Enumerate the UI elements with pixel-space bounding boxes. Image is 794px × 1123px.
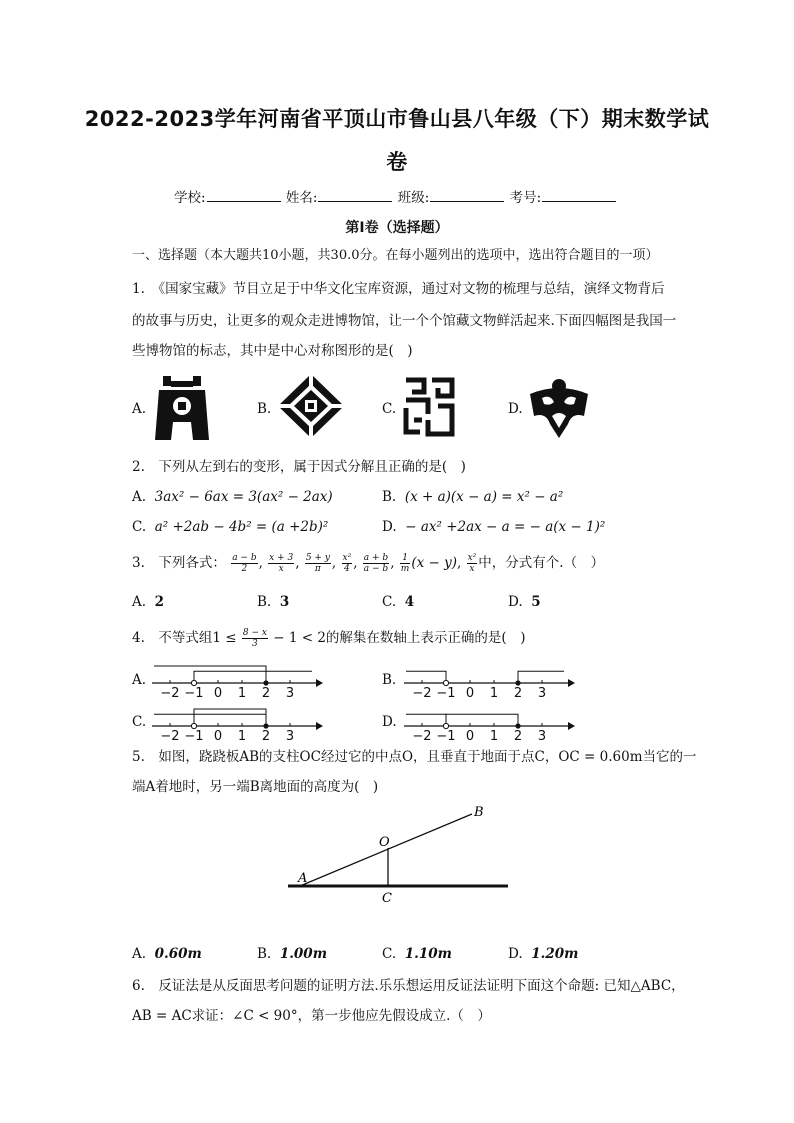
q3-fraction-2: $\frac{x + 3}{x}$: [269, 553, 294, 574]
tick-label: 3: [285, 686, 295, 701]
tick-label: 3: [537, 729, 547, 744]
axis-arrow: [568, 679, 575, 687]
q3-fraction-7: $\frac{\text{x²}}{x}$: [467, 553, 477, 574]
q2-option-b-expr: (x + a)(x − a) = x² − a²: [404, 489, 564, 505]
axis-arrow: [316, 722, 323, 730]
axis-arrow: [568, 722, 575, 730]
q2-option-a-expr: 3ax² − 6ax = 3(ax² − 2ax): [154, 489, 333, 505]
q2-option-d: [382, 518, 605, 536]
exam-title-line1: 2022-2023学年河南省平顶山市鲁山县八年级（下）期末数学试: [84, 107, 710, 131]
q5-option-c: C. 1.10m: [382, 946, 452, 962]
tick-label: −2: [160, 729, 180, 744]
tick-label: 0: [213, 686, 223, 701]
closed-point: [515, 723, 520, 728]
q5-line1: 5. 如图，跷跷板AB的支柱OC经过它的中点O，且垂直于地面于点C，OC = 0.60m当它的一: [132, 749, 697, 765]
number-line-d: [400, 700, 576, 744]
tick-label: 3: [537, 686, 547, 701]
tick-label: −2: [412, 729, 432, 744]
q4-option-d-label: D.: [382, 714, 397, 730]
q1-option-b-label: B.: [257, 401, 272, 417]
q3-fraction-1: $\frac{a - b}{2}$: [232, 553, 257, 574]
q2-stem: 2. 下列从左到右的变形，属于因式分解且正确的是( ): [132, 459, 466, 475]
number-line-b: [400, 657, 576, 701]
solution-range: [406, 671, 446, 680]
school-blank[interactable]: [207, 187, 281, 202]
q2-option-b: [382, 488, 563, 506]
q1-option-c-label: C.: [382, 401, 397, 417]
q1-line2: 的故事与历史，让更多的观众走进博物馆，让一个个馆藏文物鲜活起来.下面四幅图是我国一: [132, 313, 677, 329]
closed-point: [263, 723, 268, 728]
q3-option-d: D. 5: [508, 594, 541, 610]
exam-number-blank[interactable]: [542, 187, 616, 202]
name-blank[interactable]: [318, 187, 392, 202]
number-line-c: [148, 700, 324, 744]
tick-label: −1: [184, 729, 204, 744]
solution-range: [154, 714, 266, 723]
q4-option-c-label: C.: [132, 714, 147, 730]
q1-option-a-label: A.: [132, 401, 147, 417]
q3-stem: 3. 下列各式： $\frac{a - b}{2}$ , $\frac{x + 3}{x}$ , $\frac{5 + y}{\pi}$ , $\frac{\text{x²}}{4}$ , $\frac{a + b}{a - b}$ , $\frac{1}{m}$ (x − y), $\frac{\text{x²}}{x}$ 中，分式有个.（ ）: [132, 553, 605, 574]
open-point: [443, 680, 448, 685]
name-label: 姓名:: [285, 190, 318, 206]
q1-option-d-label: D.: [508, 401, 523, 417]
tick-label: 2: [261, 729, 271, 744]
q3-option-b: B. 3: [257, 594, 290, 610]
q1-line3: 些博物馆的标志，其中是中心对称图形的是( ): [132, 343, 413, 359]
q6-line1: 6. 反证法是从反面思考问题的证明方法.乐乐想运用反证法证明下面这个命题: 已知△ABC，: [132, 978, 685, 994]
q4-fraction: $\frac{8 - x}{3}$: [242, 628, 267, 649]
q2-option-a: [132, 488, 333, 506]
solution-range: [154, 666, 266, 680]
open-point: [191, 723, 196, 728]
number-line-a: [148, 657, 324, 701]
q3-option-a: A. 2: [132, 594, 165, 610]
point-a-label: A: [298, 871, 308, 886]
q3-fraction-5: $\frac{a + b}{a - b}$: [363, 553, 389, 574]
q3-option-c: C. 4: [382, 594, 415, 610]
tick-label: 1: [489, 686, 499, 701]
point-c-label: C: [382, 891, 392, 906]
student-info-row: [174, 187, 617, 207]
part-one-instructions: 一、选择题（本大题共10小题，共30.0分。在每小题列出的选项中，选出符合题目的一项）: [132, 248, 659, 263]
solution-range: [446, 714, 518, 723]
axis-arrow: [316, 679, 323, 687]
tick-label: 2: [261, 686, 271, 701]
seesaw-figure: [280, 800, 520, 910]
tick-label: 0: [465, 686, 475, 701]
point-o-label: O: [379, 835, 390, 850]
tick-label: 0: [465, 729, 475, 744]
q4-option-b-label: B.: [382, 672, 397, 688]
point-b-label: B: [474, 805, 484, 820]
exam-title-line2: 卷: [386, 150, 408, 174]
tick-label: −1: [436, 729, 456, 744]
museum-logo-b: [276, 372, 346, 440]
museum-logo-c: [402, 376, 456, 438]
q3-fraction-4: $\frac{\text{x²}}{4}$: [342, 553, 352, 574]
q2-option-d-expr: − ax² +2ax − a = − a(x − 1)²: [405, 519, 606, 535]
tick-label: 0: [213, 729, 223, 744]
tick-label: −1: [184, 686, 204, 701]
q2-option-b-label: B.: [382, 489, 397, 505]
q4-suffix: − 1 < 2的解集在数轴上表示正确的是( ): [273, 630, 526, 646]
q4-stem: [132, 628, 525, 649]
class-blank[interactable]: [430, 187, 504, 202]
tick-label: 1: [237, 686, 247, 701]
volume-heading: 第I卷（选择题）: [345, 220, 449, 236]
museum-logo-d: [528, 376, 590, 440]
closed-point: [515, 680, 520, 685]
open-point: [191, 680, 196, 685]
tick-label: 1: [489, 729, 499, 744]
tick-label: 2: [513, 729, 523, 744]
solution-range: [518, 671, 564, 680]
q5-option-d: D. 1.20m: [508, 946, 579, 962]
tick-label: 3: [285, 729, 295, 744]
museum-logo-a: [153, 376, 211, 440]
school-label: 学校:: [174, 190, 206, 206]
open-point: [443, 723, 448, 728]
q4-prefix: 4. 不等式组1 ≤: [132, 630, 237, 646]
exam-number-label: 考号:: [509, 190, 542, 206]
tick-label: −2: [412, 686, 432, 701]
q5-option-a: A. 0.60m: [132, 946, 202, 962]
q3-fraction-3: $\frac{5 + y}{\pi}$: [305, 553, 330, 574]
tick-label: −2: [160, 686, 180, 701]
tick-label: −1: [436, 686, 456, 701]
q2-option-c-expr: a² +2ab − 4b² = (a +2b)²: [154, 519, 329, 535]
q6-line2: AB = AC求证：∠C < 90°，第一步他应先假设成立.（ ）: [132, 1008, 491, 1024]
q2-option-c-label: C.: [132, 519, 147, 535]
q3-tail: 中，分式有个.（ ）: [478, 555, 605, 571]
q5-line2: 端A着地时，另一端B离地面的高度为( ): [132, 779, 379, 795]
q4-option-a-label: A.: [132, 672, 147, 688]
q3-fraction-6: $\frac{1}{m}$: [400, 553, 410, 574]
q3-fraction-6-tail: (x − y): [411, 555, 457, 571]
q2-option-a-label: A.: [132, 489, 147, 505]
tick-label: 1: [237, 729, 247, 744]
solution-range: [406, 714, 446, 723]
q5-option-b: B. 1.00m: [257, 946, 327, 962]
solution-range: [194, 671, 312, 680]
seesaw-board-ab: [300, 814, 472, 886]
q2-option-c: [132, 518, 328, 536]
closed-point: [263, 680, 268, 685]
q1-line1: 1. 《国家宝藏》节目立足于中华文化宝库资源，通过对文物的梳理与总结，演绎文物背后: [132, 281, 665, 297]
q2-option-d-label: D.: [382, 519, 397, 535]
class-label: 班级:: [397, 190, 430, 206]
tick-label: 2: [513, 686, 523, 701]
q3-prefix: 3. 下列各式：: [132, 555, 226, 571]
solution-range: [194, 709, 266, 723]
